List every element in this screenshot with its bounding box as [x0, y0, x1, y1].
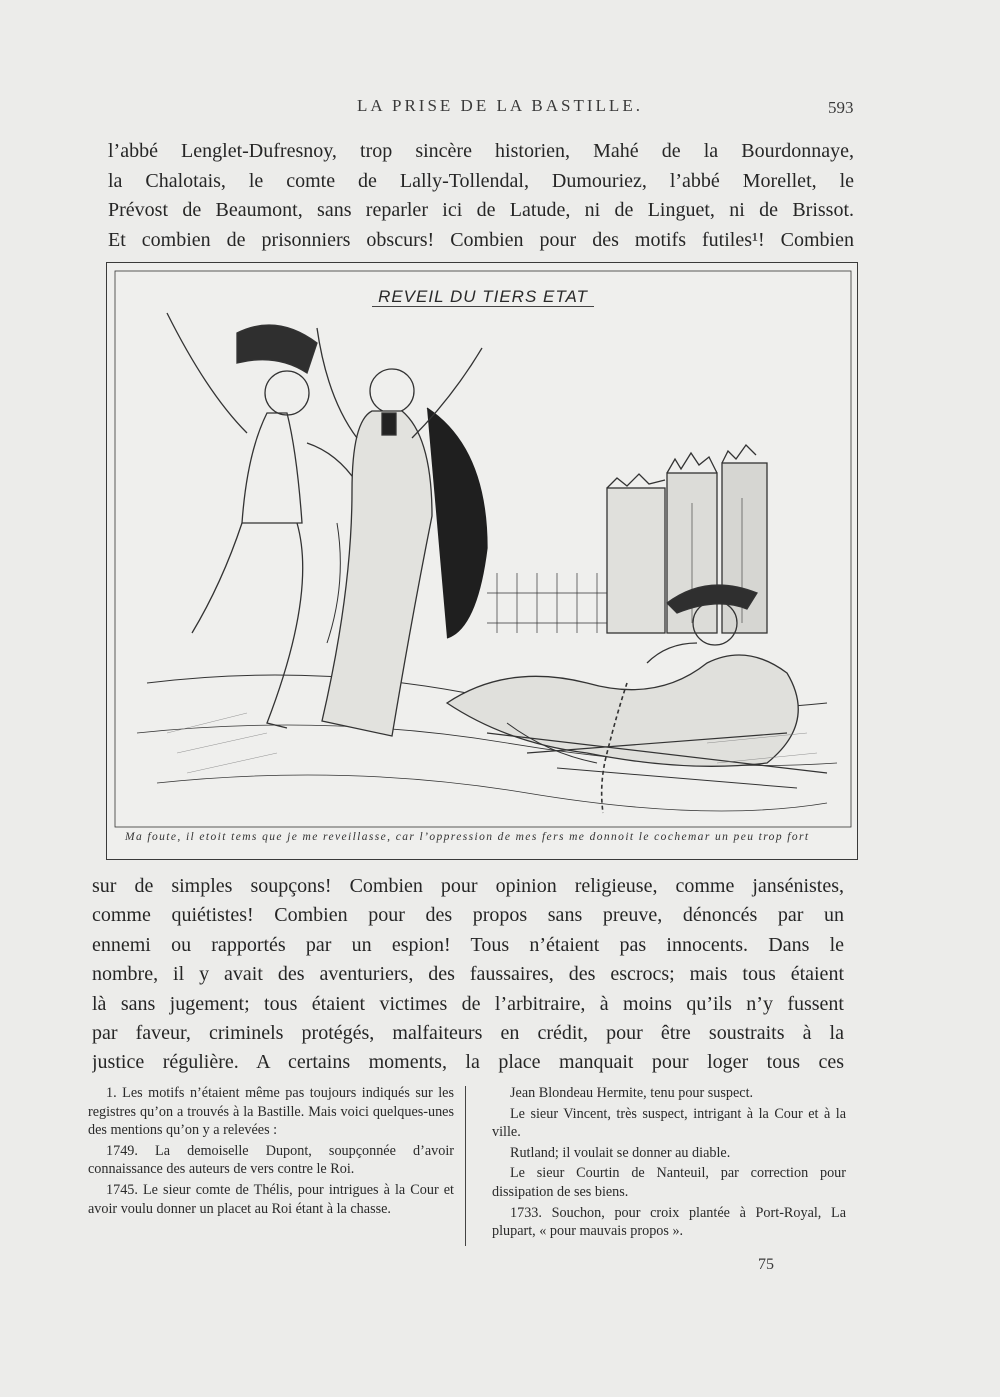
footnote-entry: Jean Blondeau Hermite, tenu pour suspect. [510, 1085, 754, 1101]
text-line: Prévost de Beaumont, sans reparler ici de Latude, ni de Linguet, ni de Brissot. [108, 199, 854, 222]
body-paragraph-bottom [92, 872, 844, 1078]
footnote-entry: Le sieur Vincent, très suspect, intrigant à la Cour et à la ville. [492, 1105, 846, 1141]
footnote-column-divider [465, 1086, 466, 1246]
text-line: ennemi ou rapportés par un espion! Tous n’étaient pas innocents. Dans le [92, 933, 844, 956]
footnote-entry: 1. Les motifs n’étaient même pas toujours indiqués sur les registres qu’on a trouvés à la Bastille. Mais voici quelques-unes des mentions qu’on y a relevées : [88, 1085, 454, 1139]
footnotes-left-column [88, 1084, 454, 1220]
footnote-entry: 1733. Souchon, pour croix plantée à Port-Royal, La plupart, « pour mauvais propos ». [492, 1204, 846, 1240]
text-line: comme quiétistes! Combien pour des propos sans preuve, dénoncés par un [92, 904, 844, 927]
text-line: Et combien de prisonniers obscurs! Combien pour des motifs futiles¹! Combien [108, 228, 854, 251]
engraving-drawing [107, 263, 859, 861]
illustration-title-text: REVEIL DU TIERS ETAT [372, 287, 594, 307]
illustration-caption: Ma foute, il etoit tems que je me reveillasse, car l’oppression de mes fers me donnoit le cochemar un peu trop fort [125, 831, 810, 843]
page-number: 593 [828, 98, 854, 117]
footnote-entry: Rutland; il voulait se donner au diable. [510, 1144, 731, 1161]
footnote-entry: Le sieur Courtin de Nanteuil, par correction pour dissipation de ses biens. [492, 1165, 846, 1200]
running-title: LA PRISE DE LA BASTILLE. [357, 96, 643, 115]
text-line: sur de simples soupçons! Combien pour opinion religieuse, comme jansénistes, [92, 875, 844, 897]
text-line: par faveur, criminels protégés, malfaiteurs en crédit, pour être soustraits à la [92, 1022, 844, 1045]
text-line: la Chalotais, le comte de Lally-Tollendal, Dumouriez, l’abbé Morellet, le [108, 169, 854, 192]
footnote-entry: 1745. Le sieur comte de Thélis, pour intrigues à la Cour et avoir voulu donner un placet au Roi étant à la chasse. [88, 1181, 454, 1217]
footnote-entry: 1749. La demoiselle Dupont, soupçonnée d’avoir connaissance des auteurs de vers contre le Roi. [88, 1142, 454, 1178]
text-line: justice régulière. A certains moments, la place manquait pour loger tous ces [92, 1051, 844, 1074]
text-line: l’abbé Lenglet-Dufresnoy, trop sincère historien, Mahé de la Bourdonnaye, [108, 140, 854, 162]
illustration-title [107, 287, 859, 307]
body-paragraph-top [108, 137, 854, 255]
engraving-illustration [106, 262, 858, 860]
footnotes-right-column [492, 1084, 846, 1243]
text-line: nombre, il y avait des aventuriers, des faussaires, des escrocs; mais tous étaient [92, 963, 844, 986]
text-line: là sans jugement; tous étaient victimes de l’arbitraire, à moins qu’ils n’y fussent [92, 992, 844, 1015]
signature-mark: 75 [758, 1256, 774, 1273]
